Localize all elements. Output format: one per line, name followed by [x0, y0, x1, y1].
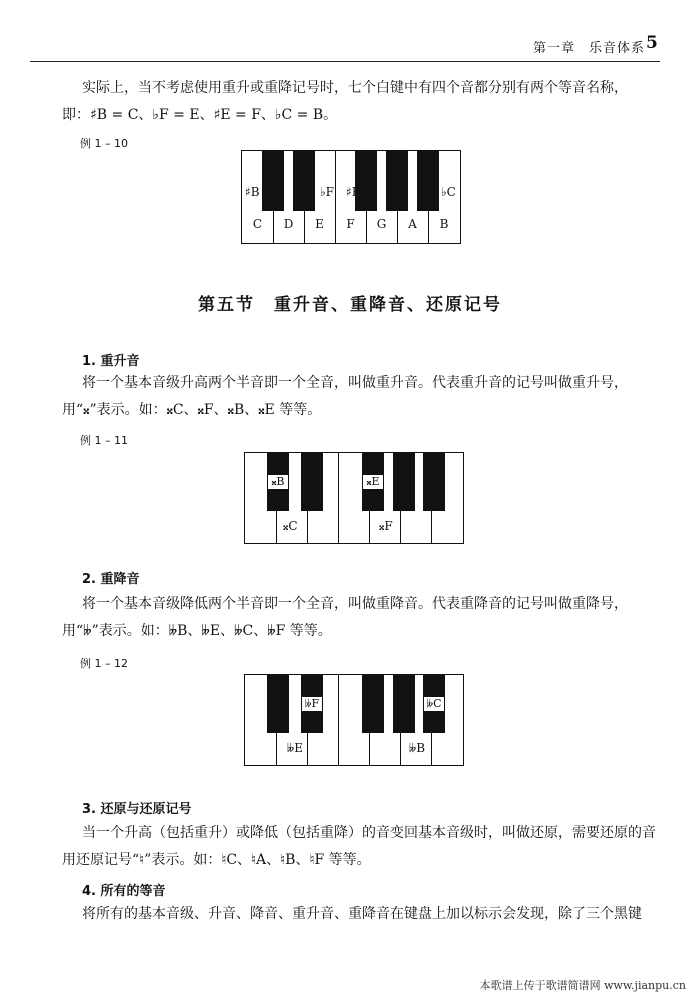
example-1-10-label: 例 1 – 10	[80, 137, 128, 150]
keyboard-example-1-12	[244, 674, 464, 766]
black-key	[293, 151, 315, 211]
key-label: 𝄫F	[302, 697, 322, 711]
subsection-heading: 1. 重升音	[82, 354, 140, 369]
key-label: 𝄪F	[379, 519, 393, 533]
s2-line-1: 将一个基本音级降低两个半音即一个全音，叫做重降音。代表重降音的记号叫做重降号，	[82, 596, 628, 612]
key-label: ♭C	[441, 185, 456, 199]
s1-line-2: 用“𝄪”表示。如：𝄪C、𝄪F、𝄪B、𝄪E 等等。	[62, 402, 322, 418]
term-double-flat-note: 重降音	[376, 596, 418, 612]
black-key	[355, 151, 377, 211]
subsection-heading: 4. 所有的等音	[82, 884, 166, 899]
s3-line-2: 用还原记号“♮”表示。如：♮C、♮A、♮B、♮F 等等。	[62, 852, 371, 868]
black-key	[423, 453, 445, 511]
key-label: B	[439, 217, 449, 231]
term-double-flat-sign: 重降号	[572, 596, 614, 612]
footer-watermark: 本歌谱上传于歌谱简谱网 www.jianpu.cn	[479, 979, 686, 992]
intro-line-2: 即：♯B = C、♭F = E、♯E = F、♭C = B。	[62, 107, 338, 123]
keyboard-example-1-10	[241, 150, 461, 244]
term-double-sharp-sign: 重升号	[572, 375, 614, 391]
key-label: G	[376, 217, 387, 231]
s3-line-1: 当一个升高（包括重升）或降低（包括重降）的音变回基本音级时，叫做还原，需要还原的音	[82, 825, 656, 841]
subsection-heading: 3. 还原与还原记号	[82, 802, 192, 817]
page-number: 5	[646, 33, 658, 53]
intro-line-1: 实际上，当不考虑使用重升或重降记号时，七个白键中有四个音都分别有两个等音名称，	[82, 80, 628, 96]
s4-line-1: 将所有的基本音级、升音、降音、重升音、重降音在键盘上加以标示会发现，除了三个黑键	[82, 906, 642, 922]
chapter-header: 第一章 乐音体系	[533, 41, 646, 56]
black-key	[417, 151, 439, 211]
key-label: A	[408, 217, 417, 231]
black-key	[393, 675, 415, 733]
key-label: ♯E	[346, 185, 361, 199]
key-label: 𝄪C	[283, 519, 298, 533]
key-label: 𝄪B	[268, 475, 288, 489]
s1-line-1: 将一个基本音级升高两个半音即一个全音，叫做重升音。代表重升音的记号叫做重升号，	[82, 375, 628, 391]
black-key	[386, 151, 408, 211]
header-rule	[30, 61, 660, 62]
black-key	[393, 453, 415, 511]
key-label: 𝄫C	[424, 697, 444, 711]
subsection-heading: 2. 重降音	[82, 572, 140, 587]
key-label: E	[315, 217, 324, 231]
example-1-12-label: 例 1 – 12	[80, 657, 128, 670]
key-label: 𝄫E	[287, 741, 303, 755]
key-label: 𝄪E	[363, 475, 383, 489]
section-title: 第五节 重升音、重降音、还原记号	[198, 295, 502, 315]
keyboard-example-1-11	[244, 452, 464, 544]
key-label: ♭F	[320, 185, 334, 199]
black-key	[301, 453, 323, 511]
term-natural: 还原	[530, 825, 558, 841]
s2-line-2: 用“𝄫”表示。如：𝄫B、𝄫E、𝄫C、𝄫F 等等。	[62, 623, 332, 639]
key-label: C	[252, 217, 263, 231]
key-label: ♯B	[245, 185, 260, 199]
key-label: F	[346, 217, 355, 231]
example-1-11-label: 例 1 – 11	[80, 434, 128, 447]
black-key	[262, 151, 284, 211]
key-label: 𝄫B	[409, 741, 426, 755]
term-double-sharp-note: 重升音	[376, 375, 418, 391]
black-key	[362, 675, 384, 733]
black-key	[267, 675, 289, 733]
term-natural-sign: 还原记号	[76, 852, 132, 868]
key-label: D	[283, 217, 294, 231]
